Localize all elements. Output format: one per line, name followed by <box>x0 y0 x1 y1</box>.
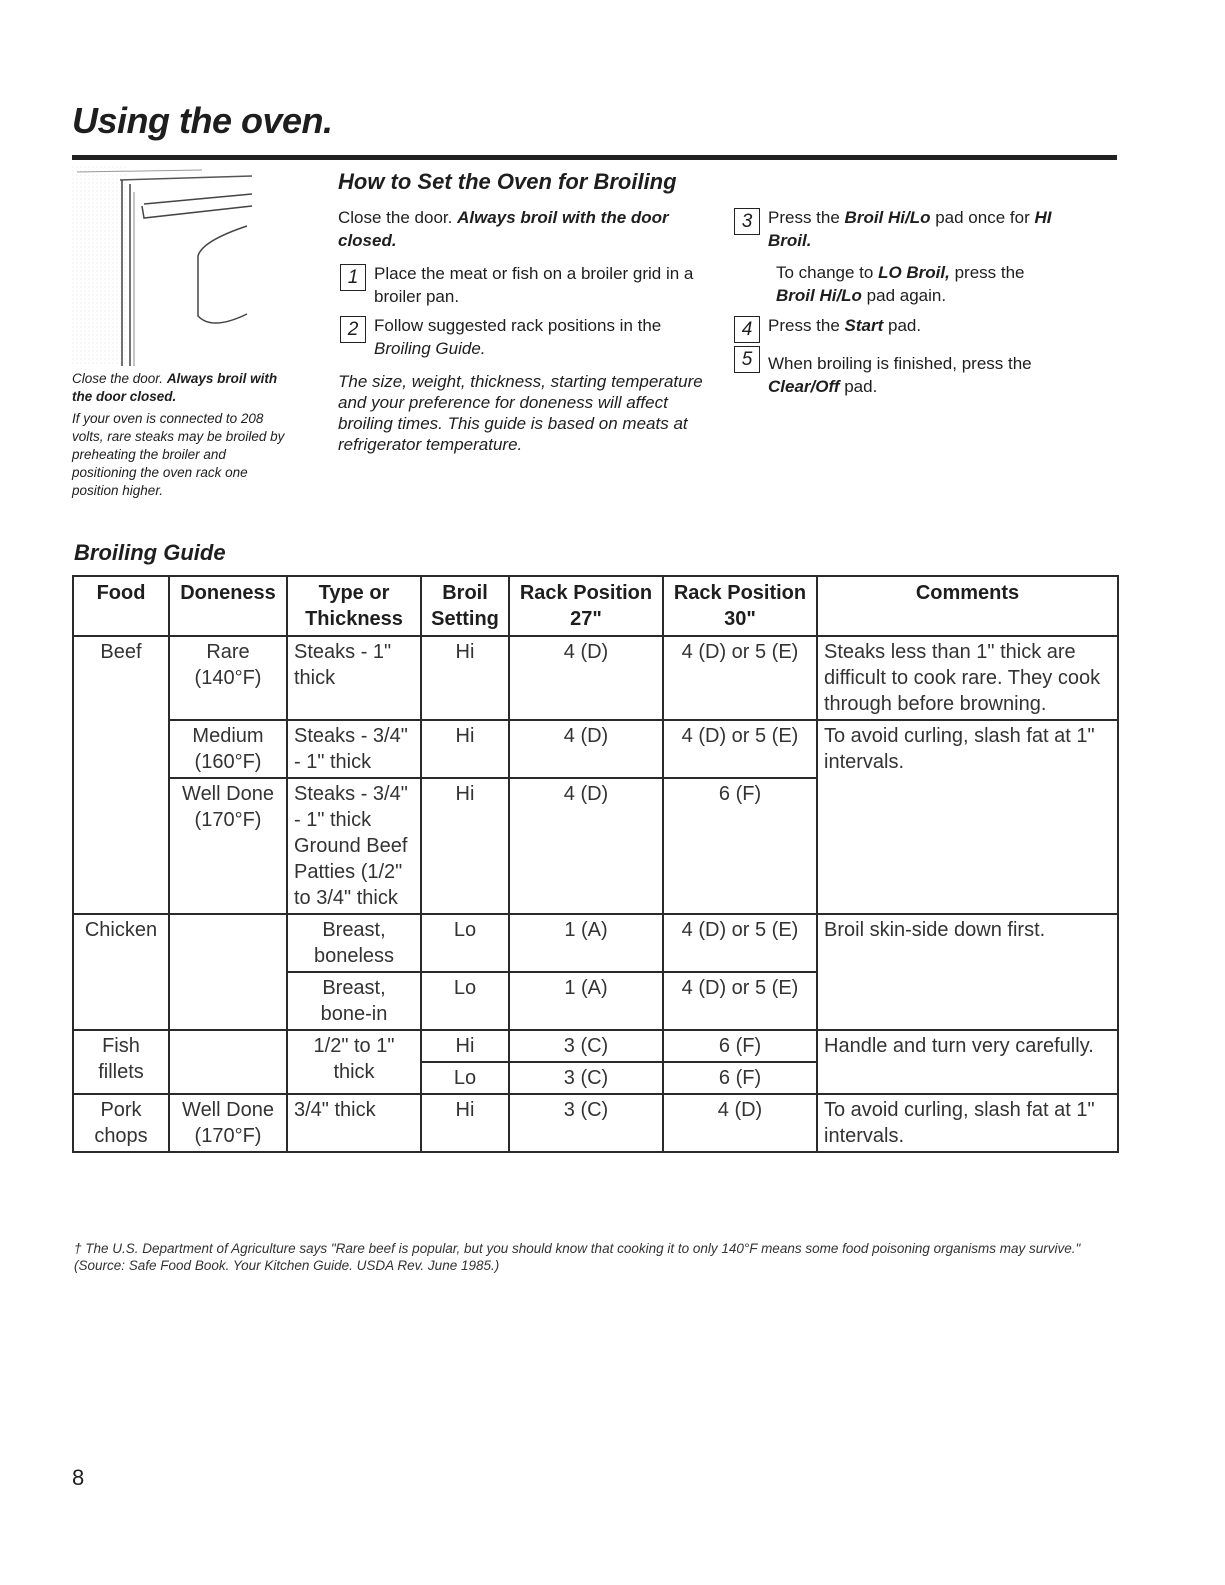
step-number: 3 <box>734 208 760 235</box>
comment-cell: Broil skin-side down first. <box>817 914 1118 1030</box>
comment-cell: To avoid curling, slash fat at 1" intervals. <box>817 1094 1118 1152</box>
rack30-cell: 4 (D) <box>663 1094 817 1152</box>
rack30-cell: 4 (D) or 5 (E) <box>663 972 817 1030</box>
lo-broil-instruction <box>776 261 1066 307</box>
lo-broil-bold: Broil Hi/Lo <box>776 286 862 305</box>
step-4 <box>734 314 1094 343</box>
step-text-plain: Follow suggested rack positions in the <box>374 316 662 335</box>
rack27-cell: 4 (D) <box>509 778 663 914</box>
broil-cell: Hi <box>421 720 509 778</box>
comment-cell: Steaks less than 1" thick are difficult to cook rare. They cook through before browning. <box>817 636 1118 720</box>
rack30-cell: 6 (F) <box>663 1030 817 1062</box>
broiling-note: The size, weight, thickness, starting temperature and your preference for doneness will affect broiling times. This guide is based on meats at refrigerator temperature. <box>338 372 703 454</box>
page-title: Using the oven. <box>72 100 333 141</box>
rack27-cell: 3 (C) <box>509 1062 663 1094</box>
header-doneness: Doneness <box>169 576 287 636</box>
step-text-plain: pad once for <box>930 208 1035 227</box>
table-row <box>73 1094 1118 1152</box>
type-cell: 3/4" thick <box>287 1094 421 1152</box>
step-3 <box>734 206 1094 252</box>
type-cell: Steaks - 1" thick <box>287 636 421 720</box>
header-type: Type or Thickness <box>287 576 421 636</box>
type-cell: Steaks - 3/4" - 1" thick <box>287 720 421 778</box>
step-text-bold: HI Broil. <box>768 208 1052 250</box>
type-cell: Steaks - 3/4" - 1" thick Ground Beef Patties (1/2" to 3/4" thick <box>287 778 421 914</box>
step-text-bold: Start <box>844 316 884 335</box>
rack27-cell: 3 (C) <box>509 1030 663 1062</box>
step-1 <box>340 262 720 308</box>
broil-cell: Hi <box>421 1094 509 1152</box>
step-5 <box>734 344 1054 398</box>
step-text-bold: Broil Hi/Lo <box>844 208 931 227</box>
food-beef: Beef <box>73 636 169 914</box>
doneness-cell: Well Done (170°F) <box>169 1094 287 1152</box>
step-text <box>768 314 921 337</box>
broiling-guide-table <box>72 575 1119 1153</box>
caption-emphasis: Always broil with the door closed. <box>72 371 278 404</box>
comment-cell: To avoid curling, slash fat at 1" intervals. <box>817 720 1118 914</box>
step-text-plain: pad. <box>839 377 878 396</box>
table-row <box>73 914 1118 972</box>
rack30-cell: 6 (F) <box>663 1062 817 1094</box>
rack30-cell: 4 (D) or 5 (E) <box>663 914 817 972</box>
table-header-row <box>73 576 1118 636</box>
caption-text: Close the door. <box>72 371 167 386</box>
broil-cell: Hi <box>421 636 509 720</box>
broiling-section-heading: How to Set the Oven for Broiling <box>338 169 677 194</box>
rack30-cell: 4 (D) or 5 (E) <box>663 720 817 778</box>
doneness-cell: Medium (160°F) <box>169 720 287 778</box>
broil-cell: Hi <box>421 1030 509 1062</box>
header-rack-30: Rack Position 30" <box>663 576 817 636</box>
step-number: 2 <box>340 316 366 343</box>
broil-cell: Hi <box>421 778 509 914</box>
step-text-plain: pad. <box>883 316 922 335</box>
lo-broil-text: press the <box>949 263 1025 282</box>
broiling-guide-heading: Broiling Guide <box>74 540 226 565</box>
usda-footnote: † The U.S. Department of Agriculture says "Rare beef is popular, but you should know that cooking it to only 140°F means some food poisoning organisms may survive." (Source: Safe Food Book. Your Kitchen Guide. USDA Rev. June 1985.) <box>74 1241 1081 1273</box>
step-text: Place the meat or fish on a broiler grid in a broiler pan. <box>374 264 694 306</box>
sidebar-note: If your oven is connected to 208 volts, rare steaks may be broiled by preheating the broiler and positioning the oven rack one position higher. <box>72 411 285 498</box>
rack27-cell: 1 (A) <box>509 914 663 972</box>
title-divider <box>72 155 1117 160</box>
comment-cell: Handle and turn very carefully. <box>817 1030 1118 1094</box>
rack30-cell: 6 (F) <box>663 778 817 914</box>
doneness-cell <box>169 1030 287 1094</box>
step-number: 5 <box>734 346 760 373</box>
table-row <box>73 720 1118 778</box>
table-row <box>73 1030 1118 1062</box>
step-text <box>768 352 1054 398</box>
table-row <box>73 636 1118 720</box>
food-pork: Pork chops <box>73 1094 169 1152</box>
intro-emphasis: Always broil with the door closed. <box>338 208 669 250</box>
broiling-intro <box>338 206 713 252</box>
food-fish: Fish fillets <box>73 1030 169 1094</box>
doneness-cell: Well Done (170°F) <box>169 778 287 914</box>
type-cell: Breast, bone-in <box>287 972 421 1030</box>
broil-cell: Lo <box>421 972 509 1030</box>
page-number: 8 <box>72 1465 85 1490</box>
doneness-cell <box>169 914 287 1030</box>
oven-door-illustration <box>72 166 272 366</box>
broil-cell: Lo <box>421 914 509 972</box>
step-text-bold: Clear/Off <box>768 377 840 396</box>
step-text-plain: Press the <box>768 316 845 335</box>
step-text <box>374 314 720 360</box>
step-number: 1 <box>340 264 366 291</box>
food-chicken: Chicken <box>73 914 169 1030</box>
rack27-cell: 4 (D) <box>509 720 663 778</box>
rack27-cell: 4 (D) <box>509 636 663 720</box>
step-text <box>768 206 1094 252</box>
header-rack-27: Rack Position 27" <box>509 576 663 636</box>
type-cell: Breast, boneless <box>287 914 421 972</box>
step-text-italic: Broiling Guide. <box>374 339 486 358</box>
header-broil-setting: Broil Setting <box>421 576 509 636</box>
broil-cell: Lo <box>421 1062 509 1094</box>
doneness-cell: Rare (140°F) <box>169 636 287 720</box>
header-comments: Comments <box>817 576 1118 636</box>
sidebar-caption <box>72 370 287 406</box>
header-food: Food <box>73 576 169 636</box>
step-2 <box>340 314 720 360</box>
type-cell: 1/2" to 1" thick <box>287 1030 421 1094</box>
rack30-cell: 4 (D) or 5 (E) <box>663 636 817 720</box>
step-text-plain: When broiling is finished, press the <box>768 354 1032 373</box>
intro-text: Close the door. <box>338 208 458 227</box>
step-text-plain: Press the <box>768 208 845 227</box>
rack27-cell: 3 (C) <box>509 1094 663 1152</box>
step-number: 4 <box>734 316 760 343</box>
rack27-cell: 1 (A) <box>509 972 663 1030</box>
lo-broil-text: pad again. <box>861 286 947 305</box>
lo-broil-bold: LO Broil, <box>878 263 950 282</box>
lo-broil-text: To change to <box>776 263 879 282</box>
